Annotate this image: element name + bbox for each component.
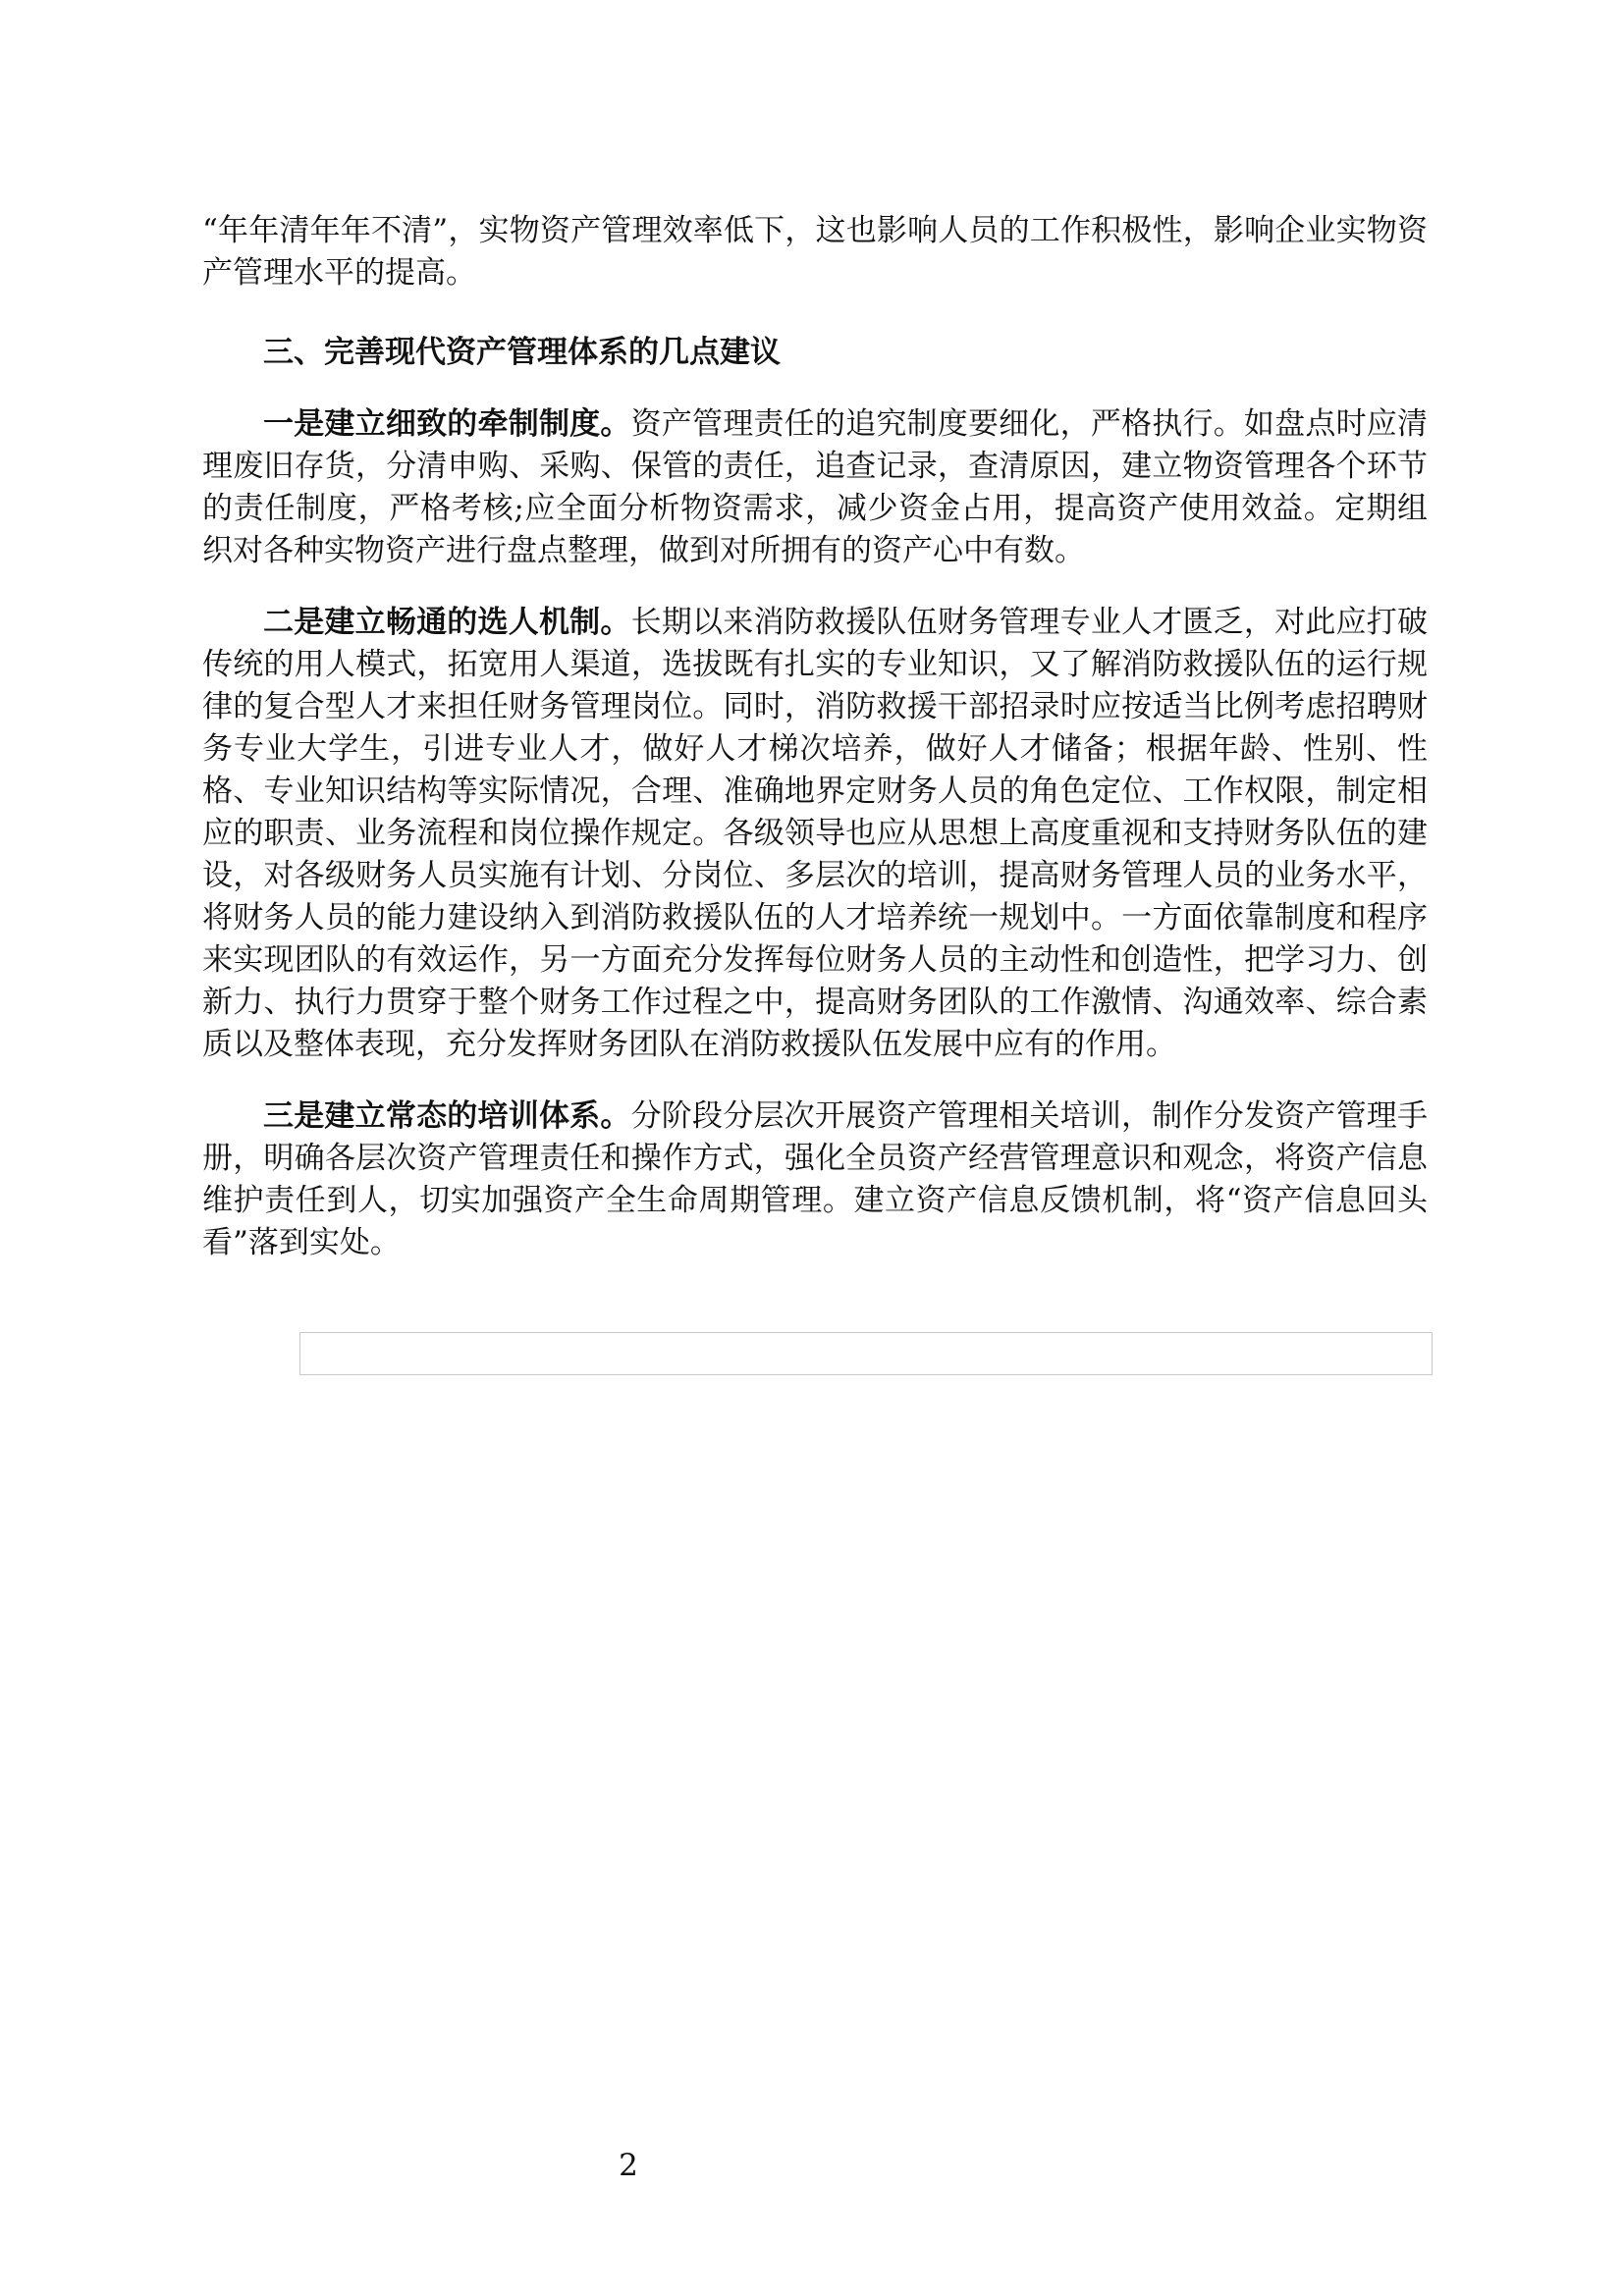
continuation-paragraph: “年年清年年不清”，实物资产管理效率低下，这也影响人员的工作积极性，影响企业实物资产管理水平的提高。 <box>202 213 1428 291</box>
paragraph-talent-mechanism <box>202 602 1428 1066</box>
section-heading: 三、完善现代资产管理体系的几点建议 <box>263 335 781 370</box>
paragraph-body: 长期以来消防救援队伍财务管理专业人才匮乏，对此应打破传统的用人模式，拓宽用人渠道，选拔既有扎实的专业知识，又了解消防救援队伍的运行规律的复合型人才来担任财务管理岗位。同时，消防救援干部招录时应按适当比例考虑招聘财务专业大学生，引进专业人才，做好人才梯次培养，做好人才储备；根据年龄、性别、性格、专业知识结构等实际情况，合理、准确地界定财务人员的角色定位、工作权限，制定相应的职责、业务流程和岗位操作规定。各级领导也应从思想上高度重视和支持财务队伍的建设，对各级财务人员实施有计划、分岗位、多层次的培训，提高财务管理人员的业务水平，将财务人员的能力建设纳入到消防救援队伍的人才培养统一规划中。一方面依靠制度和程序来实现团队的有效运作，另一方面充分发挥每位财务人员的主动性和创造性，把学习力、创新力、执行力贯穿于整个财务工作过程之中，提高财务团队的工作激情、沟通效率、综合素质以及整体表现，充分发挥财务团队在消防救援队伍发展中应有的作用。 <box>202 605 1428 1062</box>
document-body <box>202 210 1428 1264</box>
paragraph-restraint-system <box>202 403 1428 572</box>
paragraph-training-system <box>202 1095 1428 1264</box>
paragraph-body: 资产管理责任的追究制度要细化，严格执行。如盘点时应清理废旧存货，分清申购、采购、保管的责任，追查记录，查清原因，建立物资管理各个环节的责任制度，严格考核;应全面分析物资需求，减少资金占用，提高资产使用效益。定期组织对各种实物资产进行盘点整理，做到对所拥有的资产心中有数。 <box>202 406 1428 568</box>
paragraph-lead: 二是建立畅通的选人机制。 <box>263 605 631 640</box>
page-number: 2 <box>619 2148 638 2183</box>
paragraph-lead: 三是建立常态的培训体系。 <box>263 1098 631 1134</box>
paragraph-lead: 一是建立细致的牵制制度。 <box>263 406 631 442</box>
paragraph-body: 分阶段分层次开展资产管理相关培训，制作分发资产管理手册，明确各层次资产管理责任和操作方式，强化全员资产经营管理意识和观念，将资产信息维护责任到人，切实加强资产全生命周期管理。建立资产信息反馈机制，将“资产信息回头看”落到实处。 <box>202 1098 1428 1260</box>
empty-text-box <box>299 1332 1433 1375</box>
